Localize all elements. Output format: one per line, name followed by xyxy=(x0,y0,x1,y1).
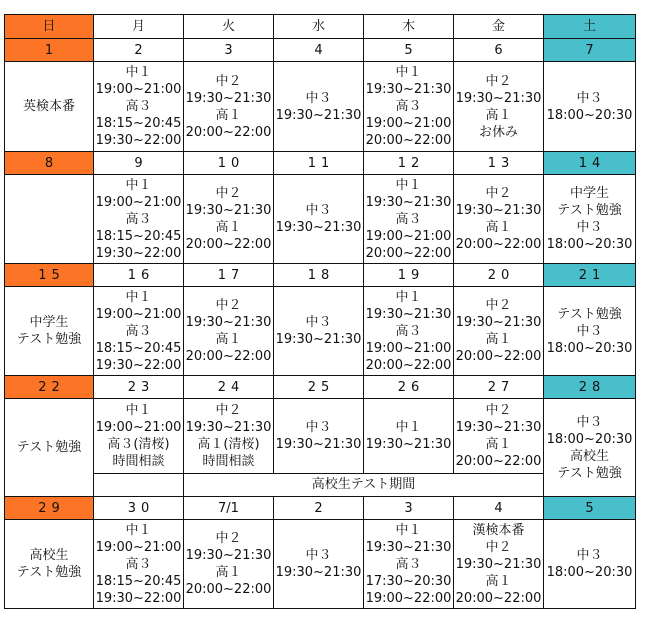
schedule-row xyxy=(5,62,636,152)
schedule-cell: 中２ 19:30~21:30 高１ お休み xyxy=(454,62,544,152)
date-cell: 25 xyxy=(274,376,364,399)
schedule-cell: 高校生 テスト勉強 xyxy=(5,520,94,609)
date-cell: 14 xyxy=(544,152,636,175)
schedule-cell: 中１ 19:00~21:00 高３(清桜) 時間相談 xyxy=(94,399,184,474)
weekday-tuesday: 火 xyxy=(184,15,274,39)
schedule-cell: 中３ 18:00~20:30 xyxy=(544,520,636,609)
schedule-cell: 中３ 19:30~21:30 xyxy=(274,287,364,376)
date-cell: 7 xyxy=(544,39,636,62)
schedule-cell: 中１ 19:30~21:30 高３ 19:00~21:00 20:00~22:00 xyxy=(364,287,454,376)
date-cell: 10 xyxy=(184,152,274,175)
date-cell: 6 xyxy=(454,39,544,62)
schedule-cell: 中２ 19:30~21:30 高１ 20:00~22:00 xyxy=(454,399,544,474)
schedule-calendar xyxy=(4,14,636,609)
date-cell: 21 xyxy=(544,264,636,287)
date-cell: 29 xyxy=(5,497,94,520)
schedule-cell: 中２ 19:30~21:30 高１(清桜) 時間相談 xyxy=(184,399,274,474)
schedule-cell: 中３ 18:00~20:30 高校生 テスト勉強 xyxy=(544,399,636,497)
date-cell: 24 xyxy=(184,376,274,399)
schedule-cell: 中１ 19:30~21:30 xyxy=(364,399,454,474)
date-cell: 8 xyxy=(5,152,94,175)
date-cell: 4 xyxy=(454,497,544,520)
date-cell: 19 xyxy=(364,264,454,287)
date-cell: 20 xyxy=(454,264,544,287)
schedule-cell: 中１ 19:00~21:00 高３ 18:15~20:45 19:30~22:00 xyxy=(94,175,184,264)
weekday-sunday: 日 xyxy=(5,15,94,39)
date-row xyxy=(5,376,636,399)
schedule-row xyxy=(5,399,636,474)
schedule-cell: 中２ 19:30~21:30 高１ 20:00~22:00 xyxy=(454,287,544,376)
schedule-cell: 中３ 18:00~20:30 xyxy=(544,62,636,152)
date-cell: 5 xyxy=(544,497,636,520)
schedule-cell: 中１ 19:00~21:00 高３ 18:15~20:45 19:30~22:00 xyxy=(94,520,184,609)
schedule-cell: 中３ 19:30~21:30 xyxy=(274,399,364,474)
date-cell: 3 xyxy=(364,497,454,520)
schedule-cell: テスト勉強 中３ 18:00~20:30 xyxy=(544,287,636,376)
date-row xyxy=(5,152,636,175)
schedule-cell: 中１ 19:30~21:30 高３ 17:30~20:30 19:00~22:00 xyxy=(364,520,454,609)
weekday-thursday: 木 xyxy=(364,15,454,39)
date-cell: 15 xyxy=(5,264,94,287)
schedule-cell xyxy=(5,175,94,264)
schedule-row xyxy=(5,287,636,376)
schedule-cell: 中１ 19:30~21:30 高３ 19:00~21:00 20:00~22:00 xyxy=(364,62,454,152)
schedule-cell: 中２ 19:30~21:30 高１ 20:00~22:00 xyxy=(184,287,274,376)
schedule-cell: 中２ 19:30~21:30 高１ 20:00~22:00 xyxy=(454,175,544,264)
schedule-cell: 中学生 テスト勉強 xyxy=(5,287,94,376)
schedule-cell: 中１ 19:30~21:30 高３ 19:00~21:00 20:00~22:00 xyxy=(364,175,454,264)
weekday-saturday: 土 xyxy=(544,15,636,39)
schedule-cell: 英検本番 xyxy=(5,62,94,152)
date-cell: 17 xyxy=(184,264,274,287)
schedule-row xyxy=(5,175,636,264)
schedule-row xyxy=(5,520,636,609)
date-cell: 27 xyxy=(454,376,544,399)
weekday-friday: 金 xyxy=(454,15,544,39)
date-cell: 22 xyxy=(5,376,94,399)
date-row xyxy=(5,39,636,62)
date-cell: 18 xyxy=(274,264,364,287)
date-cell: 2 xyxy=(94,39,184,62)
date-cell: 9 xyxy=(94,152,184,175)
date-row xyxy=(5,264,636,287)
date-cell: 16 xyxy=(94,264,184,287)
schedule-cell: 中３ 19:30~21:30 xyxy=(274,520,364,609)
date-cell: 5 xyxy=(364,39,454,62)
schedule-cell: 中２ 19:30~21:30 高１ 20:00~22:00 xyxy=(184,520,274,609)
schedule-cell: 漢検本番 中２ 19:30~21:30 高１ 20:00~22:00 xyxy=(454,520,544,609)
date-cell: 2 xyxy=(274,497,364,520)
weekday-monday: 月 xyxy=(94,15,184,39)
schedule-cell: 中３ 19:30~21:30 xyxy=(274,62,364,152)
date-cell: 3 xyxy=(184,39,274,62)
schedule-cell: 中１ 19:00~21:00 高３ 18:15~20:45 19:30~22:00 xyxy=(94,287,184,376)
date-cell: 11 xyxy=(274,152,364,175)
high-school-test-period-label: 高校生テスト期間 xyxy=(184,473,544,496)
date-row xyxy=(5,497,636,520)
date-cell: 13 xyxy=(454,152,544,175)
date-cell: 23 xyxy=(94,376,184,399)
date-cell: 4 xyxy=(274,39,364,62)
date-cell: 28 xyxy=(544,376,636,399)
schedule-cell: テスト勉強 xyxy=(5,399,94,497)
weekday-header-row xyxy=(5,15,636,39)
schedule-cell: 中１ 19:00~21:00 高３ 18:15~20:45 19:30~22:00 xyxy=(94,62,184,152)
schedule-cell: 中学生 テスト勉強 中３ 18:00~20:30 xyxy=(544,175,636,264)
weekday-wednesday: 水 xyxy=(274,15,364,39)
date-cell: 12 xyxy=(364,152,454,175)
date-cell: 26 xyxy=(364,376,454,399)
date-cell: 7/1 xyxy=(184,497,274,520)
schedule-cell: 中３ 19:30~21:30 xyxy=(274,175,364,264)
date-cell: 1 xyxy=(5,39,94,62)
schedule-cell: 中２ 19:30~21:30 高１ 20:00~22:00 xyxy=(184,62,274,152)
schedule-cell: 中２ 19:30~21:30 高１ 20:00~22:00 xyxy=(184,175,274,264)
date-cell: 30 xyxy=(94,497,184,520)
note-row xyxy=(5,473,636,496)
